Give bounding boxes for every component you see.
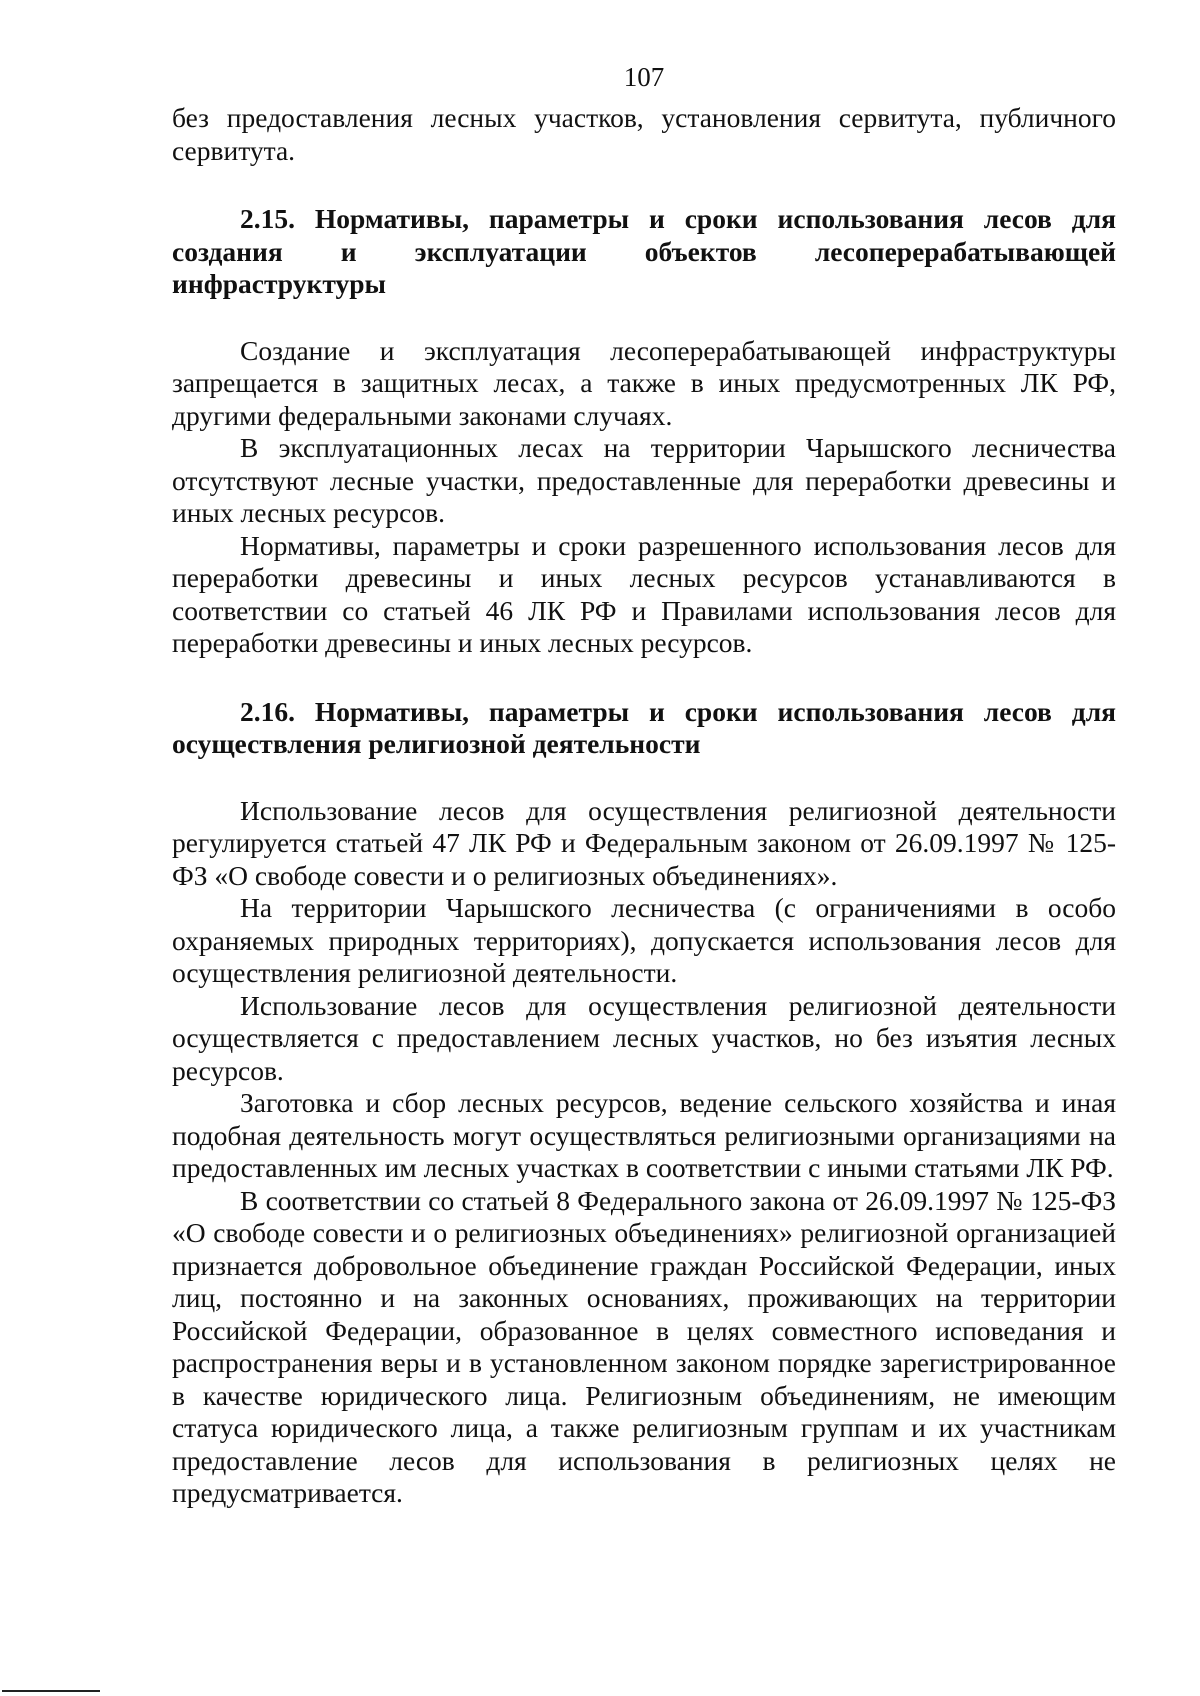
page-number: 107 bbox=[623, 62, 665, 92]
section-2-15-paragraph: В эксплуатационных лесах на территории Чарышского лесничества отсутствуют лесные участки, предоставленные для переработки древесины и иных лесных ресурсов. bbox=[172, 432, 1116, 528]
page-content bbox=[172, 60, 1116, 1510]
section-2-16-paragraph: На территории Чарышского лесничества (с ограничениями в особо охраняемых природных территориях), допускается использования лесов для осуществления религиозной деятельности. bbox=[172, 892, 1116, 988]
section-2-15-paragraph: Нормативы, параметры и сроки разрешенного использования лесов для переработки древесины и иных лесных ресурсов устанавливаются в соответствии со статьей 46 ЛК РФ и Правилами использования лесов для переработки древесины и иных лесных ресурсов. bbox=[172, 529, 1116, 658]
section-2-16-paragraph: В соответствии со статьей 8 Федерального закона от 26.09.1997 № 125-ФЗ «О свободе совести и о религиозных объединениях» религиозной организацией признается добровольное объединение граждан Российской Федерации, иных лиц, постоянно и на законных основаниях, проживающих на территории Российской Федерации, образованное в целях совместного исповедания и распространения веры и в установленном законом порядке зарегистрированное в качестве юридического лица. Религиозным объединениям, не имеющим статуса юридического лица, а также религиозным группам и их участникам предоставление лесов для использования в религиозных целях не предусматривается. bbox=[172, 1184, 1116, 1508]
section-2-16-paragraph: Использование лесов для осуществления религиозной деятельности осуществляется с предоставлением лесных участков, но без изъятия лесных ресурсов. bbox=[172, 989, 1116, 1086]
section-2-15-heading: 2.15. Нормативы, параметры и сроки использования лесов для создания и эксплуатации объектов лесоперерабатывающей инфраструктуры bbox=[172, 203, 1116, 299]
section-2-16-paragraph: Заготовка и сбор лесных ресурсов, ведение сельского хозяйства и иная подобная деятельность могут осуществляться религиозными организациями на предоставленных им лесных участках в соответствии с иными статьями ЛК РФ. bbox=[172, 1087, 1116, 1183]
spacer bbox=[172, 301, 1116, 335]
spacer bbox=[172, 660, 1116, 696]
section-2-16-heading: 2.16. Нормативы, параметры и сроки использования лесов для осуществления религиозной деятельности bbox=[172, 695, 1116, 759]
footer-divider-line bbox=[2, 1690, 100, 1692]
section-2-16-paragraph: Использование лесов для осуществления религиозной деятельности регулируется статьей 47 ЛК РФ и Федеральным законом от 26.09.1997 № 125-ФЗ «О свободе совести и о религиозных объединениях». bbox=[172, 794, 1116, 891]
section-2-15-paragraph: Создание и эксплуатация лесоперерабатывающей инфраструктуры запрещается в защитных лесах, а также в иных предусмотренных ЛК РФ, другими федеральными законами случаях. bbox=[172, 334, 1116, 431]
spacer bbox=[172, 167, 1116, 203]
spacer bbox=[172, 761, 1116, 795]
intro-paragraph: без предоставления лесных участков, установления сервитута, публичного сервитута. bbox=[172, 102, 1116, 166]
